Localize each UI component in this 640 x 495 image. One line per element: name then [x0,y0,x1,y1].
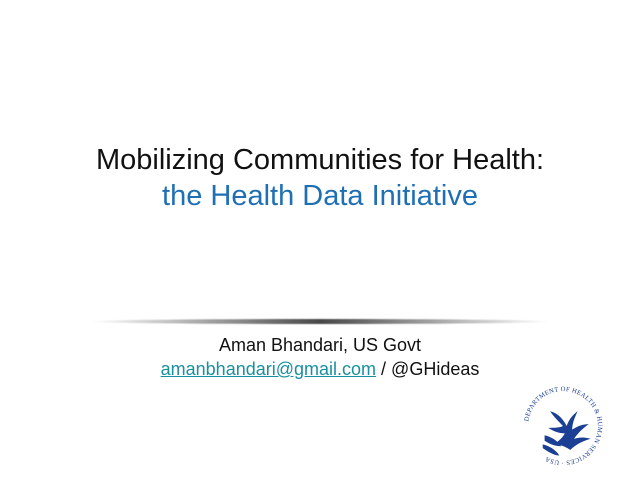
slide-subtitle: the Health Data Initiative [162,180,478,212]
author-name: Aman Bhandari, US Govt [218,335,422,355]
title-block [0,142,640,214]
seal-eagle [543,411,591,455]
hhs-eagle-seal-icon [517,380,609,472]
contact-line [0,357,640,381]
email-link[interactable]: amanbhandari@gmail.com [160,359,377,379]
contact-separator: / [376,359,392,379]
seal-arc-text: DEPARTMENT OF HEALTH & HUMAN SERVICES · USA [523,386,604,466]
twitter-handle: @GHideas [391,359,480,379]
divider [90,319,550,324]
slide-title: Mobilizing Communities for Health: [95,144,545,176]
author-block [0,333,640,381]
